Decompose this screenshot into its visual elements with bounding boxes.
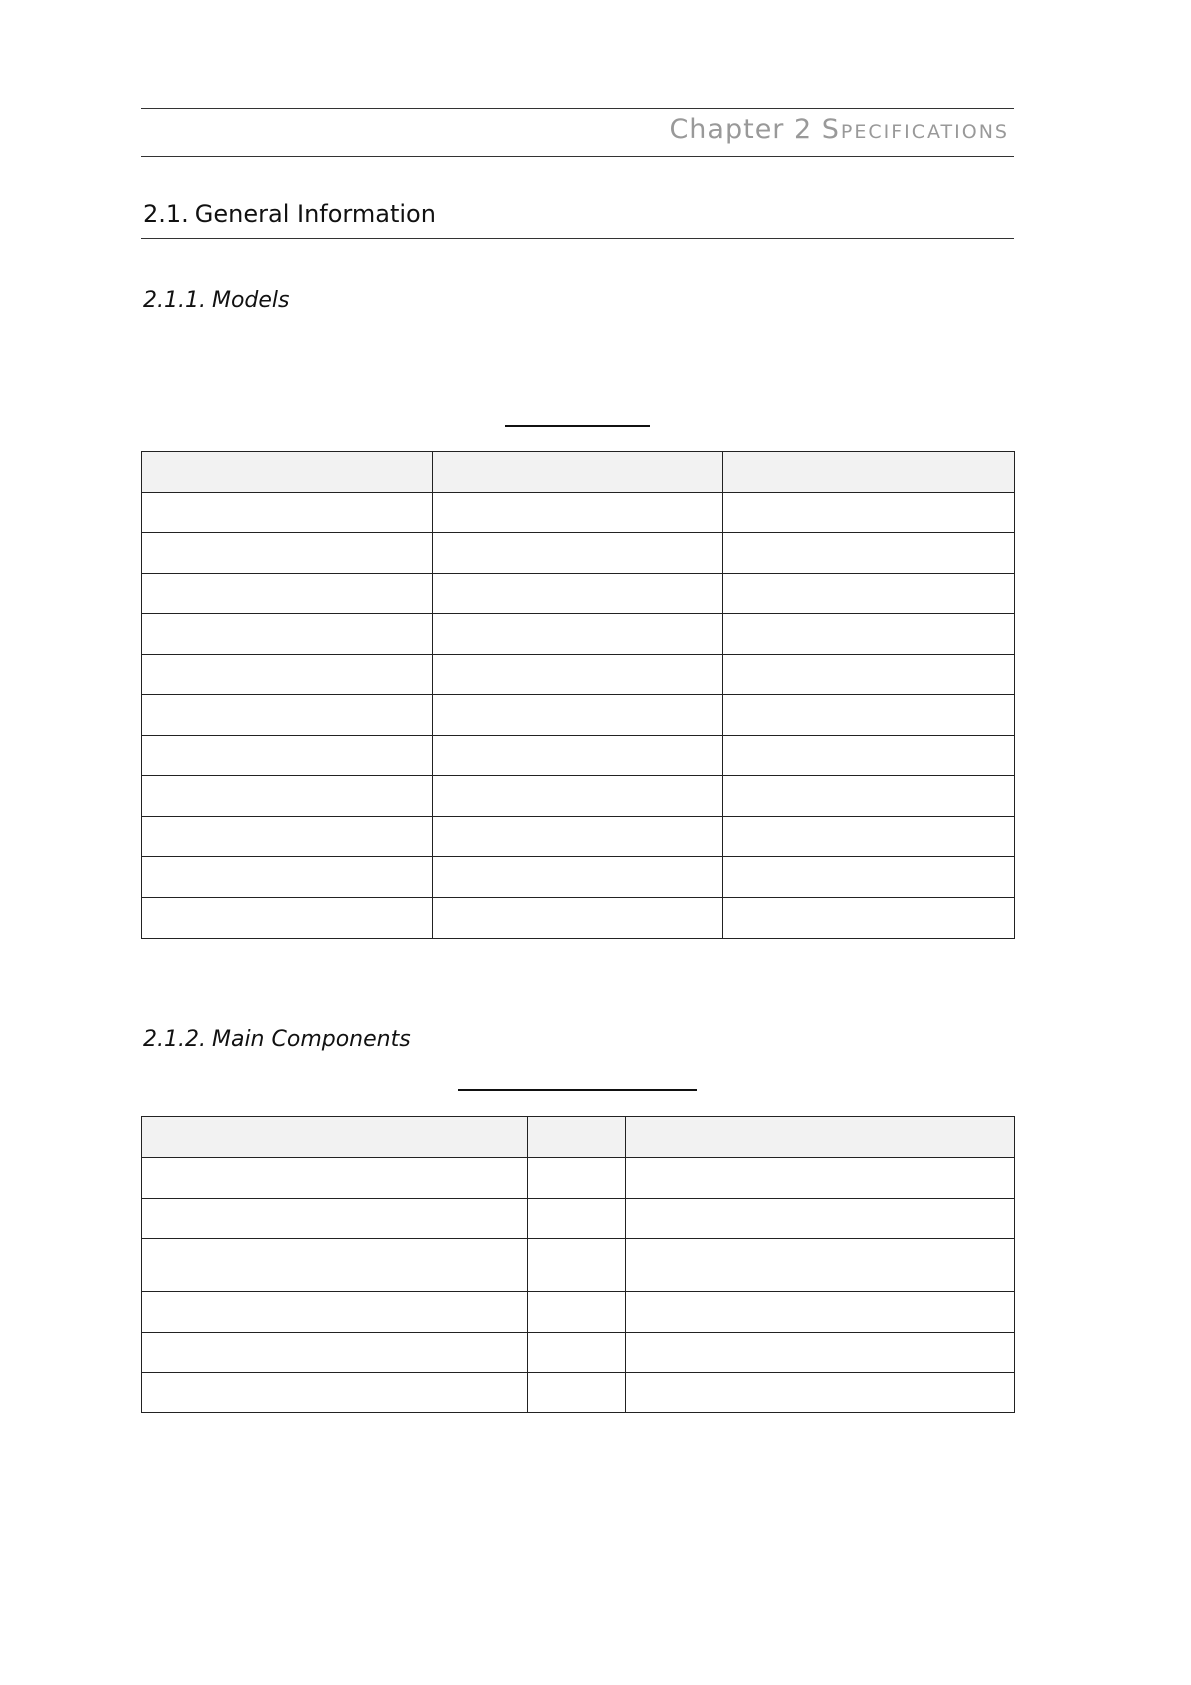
table-cell [142, 736, 433, 776]
table-cell [528, 1158, 626, 1199]
table-cell [142, 533, 433, 574]
table-cell [723, 776, 1015, 817]
running-header-chapter: Chapter 2 [669, 114, 813, 145]
table-row [142, 857, 1015, 898]
table-cell [433, 655, 723, 695]
table-cell [528, 1333, 626, 1373]
table-row [142, 1158, 1015, 1199]
table-cell [142, 776, 433, 817]
table-row [142, 533, 1015, 574]
table-cell [723, 817, 1015, 857]
models-heading [143, 288, 290, 313]
table-cell [626, 1158, 1015, 1199]
table-cell [528, 1373, 626, 1413]
models-title: Models [211, 288, 290, 313]
table-cell [142, 1199, 528, 1239]
table-cell [142, 1292, 528, 1333]
table-cell [626, 1373, 1015, 1413]
components-table-header-cell [528, 1117, 626, 1158]
table-row [142, 1373, 1015, 1413]
table-row [142, 493, 1015, 533]
table-row [142, 574, 1015, 614]
table-cell [142, 857, 433, 898]
table-cell [723, 655, 1015, 695]
components-table-header-cell [142, 1117, 528, 1158]
table-cell [528, 1292, 626, 1333]
components-heading [143, 1027, 411, 1052]
table-row [142, 1199, 1015, 1239]
components-table [141, 1116, 1015, 1413]
models-table [141, 451, 1015, 939]
table-cell [723, 695, 1015, 736]
table-row [142, 817, 1015, 857]
running-header [141, 114, 1009, 145]
table-cell [142, 1373, 528, 1413]
table-row [142, 614, 1015, 655]
table-cell [723, 614, 1015, 655]
table-cell [433, 614, 723, 655]
components-table-header-row [142, 1117, 1015, 1158]
table-cell [142, 1333, 528, 1373]
running-header-title: Specifications [821, 114, 1009, 145]
table-row [142, 655, 1015, 695]
table-cell [142, 817, 433, 857]
table-cell [723, 533, 1015, 574]
models-table-header-cell [723, 452, 1015, 493]
table-row [142, 1239, 1015, 1292]
table-cell [626, 1333, 1015, 1373]
components-table-caption-underline [458, 1089, 697, 1091]
table-cell [723, 857, 1015, 898]
table-cell [433, 898, 723, 939]
models-table-header-cell [142, 452, 433, 493]
table-cell [142, 1239, 528, 1292]
models-number: 2.1.1. [143, 288, 206, 313]
table-cell [142, 614, 433, 655]
table-cell [626, 1239, 1015, 1292]
models-table-header-row [142, 452, 1015, 493]
section-heading-rule [141, 238, 1014, 239]
table-row [142, 736, 1015, 776]
table-cell [723, 736, 1015, 776]
header-top-rule [141, 108, 1014, 109]
table-cell [528, 1199, 626, 1239]
table-cell [433, 493, 723, 533]
models-table-header-cell [433, 452, 723, 493]
table-cell [433, 574, 723, 614]
table-cell [142, 695, 433, 736]
table-row [142, 1292, 1015, 1333]
table-cell [723, 898, 1015, 939]
table-cell [433, 533, 723, 574]
table-row [142, 1333, 1015, 1373]
table-cell [433, 695, 723, 736]
header-bottom-rule [141, 156, 1014, 157]
table-cell [142, 493, 433, 533]
table-cell [433, 776, 723, 817]
table-row [142, 695, 1015, 736]
section-title: General Information [194, 200, 436, 228]
table-cell [142, 574, 433, 614]
table-cell [433, 736, 723, 776]
section-heading [143, 200, 436, 228]
table-cell [528, 1239, 626, 1292]
models-table-caption-underline [505, 425, 650, 427]
table-cell [142, 898, 433, 939]
table-cell [723, 574, 1015, 614]
table-cell [626, 1292, 1015, 1333]
table-cell [142, 1158, 528, 1199]
table-row [142, 898, 1015, 939]
table-cell [433, 817, 723, 857]
table-cell [433, 857, 723, 898]
table-row [142, 776, 1015, 817]
section-number: 2.1. [143, 200, 189, 228]
table-cell [142, 655, 433, 695]
components-table-header-cell [626, 1117, 1015, 1158]
components-number: 2.1.2. [143, 1027, 206, 1052]
table-cell [626, 1199, 1015, 1239]
table-cell [723, 493, 1015, 533]
components-title: Main Components [211, 1027, 411, 1052]
